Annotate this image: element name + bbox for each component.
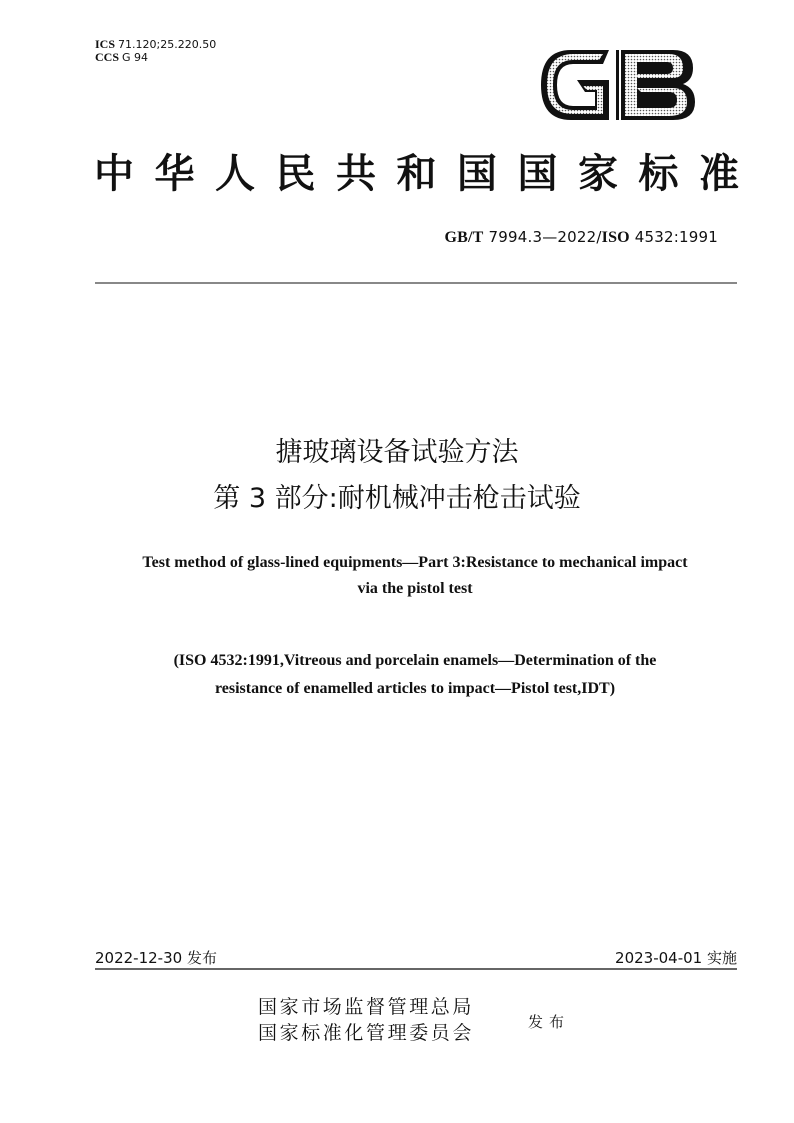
heading-char: 人 (215, 150, 255, 197)
issuer-samr: 国家市场监督管理总局 (258, 996, 475, 1018)
top-divider (95, 282, 737, 284)
heading-char: 准 (699, 150, 739, 197)
heading-char: 国 (457, 150, 497, 197)
classification-codes (95, 38, 216, 64)
heading-char: 标 (638, 150, 679, 197)
heading-char: 共 (336, 150, 376, 197)
heading-char: 国 (517, 150, 558, 197)
ccs-code: CCS G 94 (95, 50, 149, 64)
heading-char: 中 (94, 150, 134, 197)
implement-date: 2023-04-01 实施 (615, 949, 737, 967)
heading-char: 和 (396, 150, 437, 197)
publish-label: 发布 (528, 1013, 571, 1031)
standard-number: GB/T 7994.3—2022/ISO 4532:1991 (444, 228, 718, 246)
title-cn-line1: 搪玻璃设备试验方法 (275, 437, 519, 468)
heading-char: 民 (275, 150, 316, 197)
title-en-line2: via the pistol test (357, 580, 473, 597)
gb-logo-icon (537, 46, 697, 124)
issuing-authorities (258, 994, 474, 1046)
issue-date: 2022-12-30 发布 (95, 949, 217, 967)
title-cn-line2: 第 3 部分:耐机械冲击枪击试验 (213, 483, 581, 514)
heading-char: 家 (578, 150, 618, 197)
bottom-divider (95, 968, 737, 970)
iso-equivalence-line2: resistance of enamelled articles to impact—Pistol test,IDT) (214, 680, 616, 697)
issuer-sac: 国家标准化管理委员会 (258, 1022, 475, 1044)
title-en (80, 550, 750, 602)
iso-equivalence (80, 647, 750, 703)
national-standard-heading (94, 150, 739, 198)
ics-code: ICS 71.120;25.220.50 (95, 37, 217, 51)
heading-char: 华 (154, 150, 195, 197)
iso-equivalence-line1: (ISO 4532:1991,Vitreous and porcelain enamels—Determination of the (173, 652, 657, 669)
title-en-line1: Test method of glass-lined equipments—Part 3:Resistance to mechanical impact (142, 554, 688, 571)
